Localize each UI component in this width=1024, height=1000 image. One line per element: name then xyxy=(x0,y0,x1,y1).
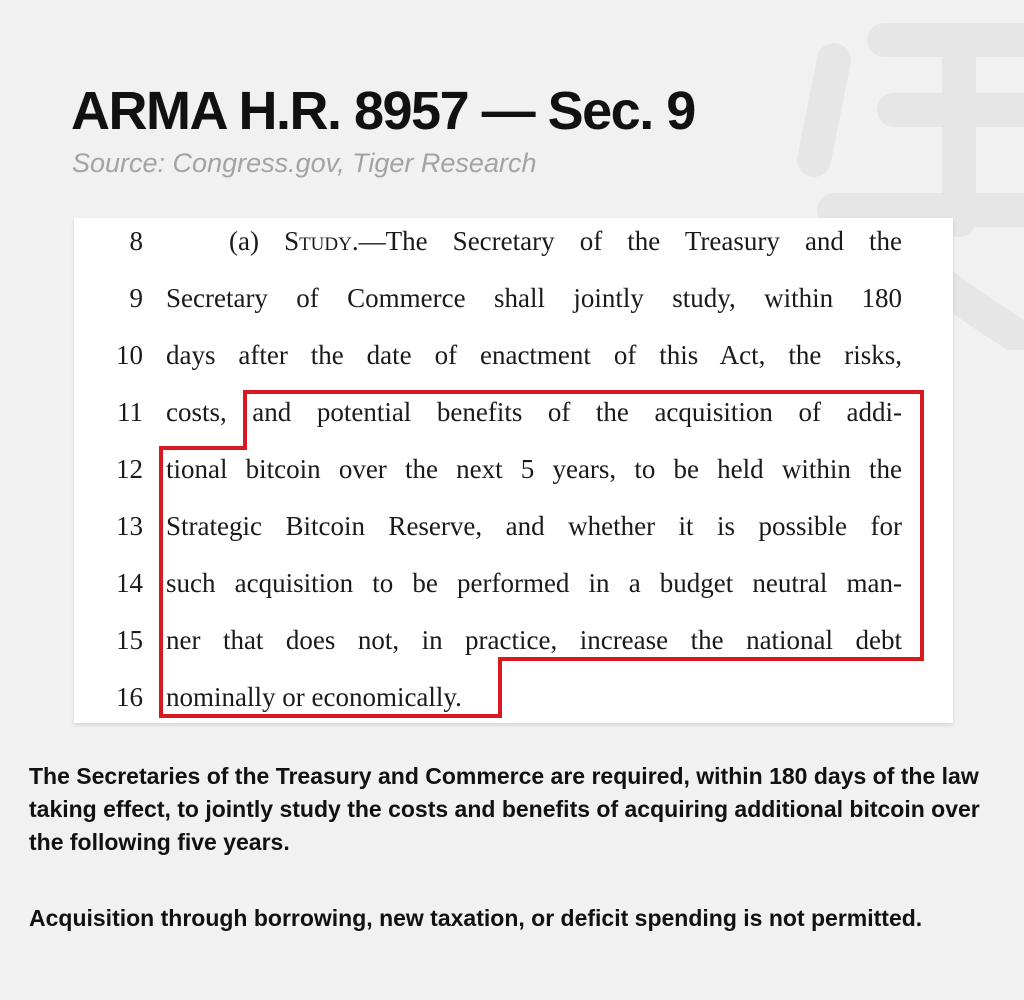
highlight-outline xyxy=(74,218,953,723)
bill-excerpt xyxy=(74,218,953,723)
line-number: 11 xyxy=(117,397,143,427)
summary-paragraph: The Secretaries of the Treasury and Commerce are required, within 180 days of the law taking effect, to jointly study the costs and benefits of acquiring additional bitcoin over the following five years. xyxy=(29,763,980,855)
subsection-label: (a) xyxy=(229,226,285,256)
line-text: Secretary of Commerce shall jointly study, within 180 xyxy=(166,283,902,313)
line-text: nominally or economically. xyxy=(166,682,462,712)
line-number: 13 xyxy=(116,511,143,541)
line-number: 14 xyxy=(116,568,143,598)
line-number: 10 xyxy=(116,340,143,370)
line-text: Strategic Bitcoin Reserve, and whether it is possible for xyxy=(166,511,902,541)
subsection-heading: Study xyxy=(284,226,352,256)
line-number: 16 xyxy=(116,682,143,712)
summary-note: Acquisition through borrowing, new taxation, or deficit spending is not permitted. xyxy=(29,905,923,931)
line-text: days after the date of enactment of this Act, the risks, xyxy=(166,340,902,370)
line-text: tional bitcoin over the next 5 years, to be held within the xyxy=(166,454,902,484)
line-number: 8 xyxy=(129,226,143,256)
line-number: 15 xyxy=(116,625,143,655)
source-caption: Source: Congress.gov, Tiger Research xyxy=(72,148,537,178)
line-text-body: .—The Secretary of the Treasury and the xyxy=(351,226,903,256)
line-text: ner that does not, in practice, increase the national debt xyxy=(166,625,902,655)
line-number: 12 xyxy=(116,454,143,484)
line-text: costs, and potential benefits of the acquisition of addi- xyxy=(166,397,902,427)
line-number: 9 xyxy=(129,283,143,313)
page-title: ARMA H.R. 8957 — Sec. 9 xyxy=(71,81,695,141)
line-text: such acquisition to be performed in a budget neutral man- xyxy=(166,568,902,598)
